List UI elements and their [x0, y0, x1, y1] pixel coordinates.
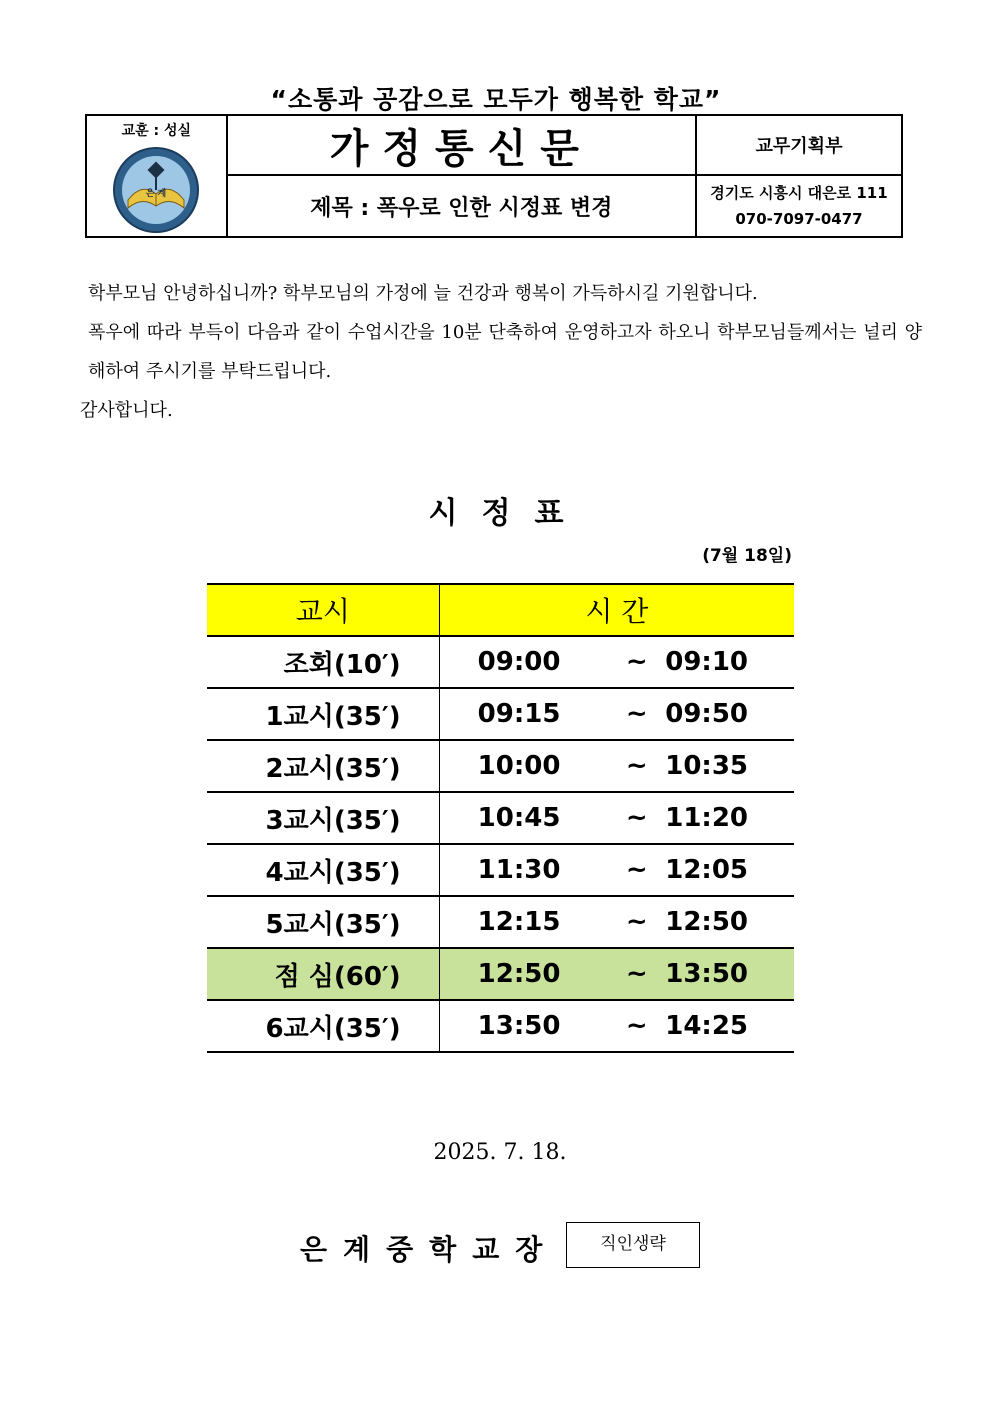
- time-separator: ~: [608, 896, 665, 948]
- period-cell: 조회(10′): [207, 636, 439, 688]
- notice-paragraph: 폭우에 따라 부득이 다음과 같이 수업시간을 10분 단축하여 운영하고자 하오니 학부모님들께서는 널리 양해하여 주시기를 부탁드립니다.: [88, 322, 922, 382]
- end-time: 09:50: [665, 688, 794, 740]
- start-time: 12:15: [439, 896, 608, 948]
- thanks-paragraph: 감사합니다.: [80, 400, 173, 421]
- newsletter-header: [85, 114, 903, 238]
- schedule-date: (7월 18일): [702, 546, 792, 566]
- start-time: 09:15: [439, 688, 608, 740]
- time-separator: ~: [608, 740, 665, 792]
- time-separator: ~: [608, 1000, 665, 1052]
- time-column-header: 시 간: [439, 584, 794, 636]
- school-emblem-icon: [112, 146, 200, 234]
- schedule-row: [207, 844, 794, 896]
- schedule-table: [207, 583, 794, 1053]
- principal-signature: 은계중학교장: [300, 1233, 559, 1266]
- end-time: 14:25: [665, 1000, 794, 1052]
- school-motto-banner: “소통과 공감으로 모두가 행복한 학교”: [270, 85, 722, 114]
- period-cell: 5교시(35′): [207, 896, 439, 948]
- schedule-row: [207, 688, 794, 740]
- end-time: 10:35: [665, 740, 794, 792]
- period-column-header: 교시: [207, 584, 439, 636]
- issue-date: 2025. 7. 18.: [433, 1140, 567, 1165]
- schedule-row: [207, 740, 794, 792]
- greeting-paragraph: 학부모님 안녕하십니까? 학부모님의 가정에 늘 건강과 행복이 가득하시길 기원합니다.: [88, 283, 758, 304]
- period-cell: 점 심(60′): [207, 948, 439, 1000]
- period-cell: 4교시(35′): [207, 844, 439, 896]
- newsletter-title: 가정통신문: [227, 115, 696, 175]
- time-separator: ~: [608, 688, 665, 740]
- schedule-title: 시정표: [428, 496, 588, 531]
- schedule-row: [207, 896, 794, 948]
- emblem-text: 은 계: [146, 189, 167, 199]
- start-time: 10:45: [439, 792, 608, 844]
- time-separator: ~: [608, 948, 665, 1000]
- letter-body: [80, 274, 922, 430]
- seal-omitted-box: 직인생략: [566, 1222, 700, 1268]
- schedule-header-row: [207, 584, 794, 636]
- department: 교무기획부: [696, 115, 902, 175]
- end-time: 09:10: [665, 636, 794, 688]
- schedule-row: [207, 1000, 794, 1052]
- motto-label: 교훈 : 성실: [121, 123, 192, 139]
- logo-cell: [86, 115, 227, 237]
- period-cell: 6교시(35′): [207, 1000, 439, 1052]
- start-time: 12:50: [439, 948, 608, 1000]
- schedule-row: [207, 636, 794, 688]
- time-separator: ~: [608, 844, 665, 896]
- school-phone: 070-7097-0477: [735, 210, 863, 228]
- start-time: 11:30: [439, 844, 608, 896]
- period-cell: 2교시(35′): [207, 740, 439, 792]
- end-time: 12:05: [665, 844, 794, 896]
- period-cell: 3교시(35′): [207, 792, 439, 844]
- end-time: 13:50: [665, 948, 794, 1000]
- contact-cell: [696, 175, 902, 237]
- subject-line: 제목 : 폭우로 인한 시정표 변경: [227, 175, 696, 237]
- lunch-row: [207, 948, 794, 1000]
- start-time: 13:50: [439, 1000, 608, 1052]
- start-time: 09:00: [439, 636, 608, 688]
- school-address: 경기도 시흥시 대은로 111: [710, 184, 888, 202]
- end-time: 12:50: [665, 896, 794, 948]
- schedule-row: [207, 792, 794, 844]
- period-cell: 1교시(35′): [207, 688, 439, 740]
- start-time: 10:00: [439, 740, 608, 792]
- time-separator: ~: [608, 792, 665, 844]
- time-separator: ~: [608, 636, 665, 688]
- end-time: 11:20: [665, 792, 794, 844]
